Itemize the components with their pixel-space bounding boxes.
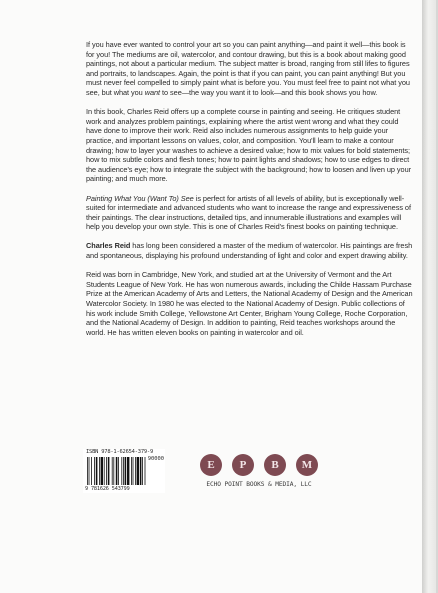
publisher-name: ECHO POINT BOOKS & MEDIA, LLC [206, 481, 312, 488]
emphasis-want: want [144, 87, 161, 97]
barcode-stripe [121, 457, 122, 485]
barcode-stripe [104, 457, 105, 485]
logo-letter-e: E [200, 454, 222, 476]
barcode-number: 9 781626 543799 [85, 486, 130, 492]
price-code: 90000 [147, 456, 164, 462]
logo-letter-b: B [264, 454, 286, 476]
barcode-stripe [135, 457, 136, 485]
barcode-stripe [112, 457, 113, 485]
barcode-stripe [89, 457, 90, 485]
barcode-stripe [140, 457, 142, 485]
book-title: Painting What You (Want To) See [86, 193, 194, 203]
barcode-stripe [142, 457, 143, 485]
barcode-stripe [113, 457, 114, 485]
isbn-text: ISBN 978-1-62654-379-9 [86, 449, 153, 455]
paragraph-author: Charles Reid has long been considered a master of the medium of watercolor. His paintings are fresh and spontaneous, displaying his profound understanding of light and color and expert drawing ability. [86, 241, 413, 261]
publisher-logo [196, 454, 320, 496]
barcode-stripe [118, 457, 119, 485]
author-name: Charles Reid [86, 241, 131, 251]
barcode-stripe [116, 457, 118, 485]
logo-circles [200, 454, 318, 476]
barcode-stripe [125, 457, 127, 485]
barcode-bars [85, 457, 165, 486]
logo-letter-p: P [232, 454, 254, 476]
barcode-stripe [137, 457, 139, 485]
barcode-stripe [99, 457, 100, 485]
barcode-stripe [108, 457, 110, 485]
barcode-stripe [96, 457, 98, 485]
paragraph-intro: If you have ever wanted to control your art so you can paint anything—and paint it well—this book is for you! The mediums are oil, watercolor, and contour drawing, but this is a book about making good paintings, not about a particular medium. The subject matter is broad, ranging from still lifes to figures and portraits, to landscapes. Again, the point is that if you can paint, you can paint anything! But you must never feel compelled to simply paint what is before you. You must feel free to paint not what you see, but what you want to see—the way you want it to look—and this book shows you how. [86, 40, 410, 97]
paragraph-course: In this book, Charles Reid offers up a complete course in painting and seeing. He critiques student work and analyzes problem paintings, explaining where the artist went wrong and what they could have done to improve their work. Reid also includes numerous assignments to help guide your practice, and important lessons on values, color, and composition. You'll learn to make a contour drawing; how to layer your washes to achieve a desired value; how to mix values for bold statements; how to mix subtle colors and flesh tones; how to paint lights and shadows; how to use edges to direct the audience's eye; how to integrate the subject with the background; how to loosen and liven up your painting; and much more. [86, 107, 411, 184]
barcode-stripe [101, 457, 103, 485]
barcode-stripe [145, 457, 146, 485]
barcode-stripe [127, 457, 129, 485]
barcode-stripe [133, 457, 134, 485]
barcode-stripe [106, 457, 107, 485]
logo-letter-m: M [296, 454, 318, 476]
isbn-barcode [83, 449, 165, 493]
barcode-stripe [131, 457, 132, 485]
barcode-stripe [94, 457, 95, 485]
paragraph-audience: Painting What You (Want To) See is perfect for artists of all levels of ability, but is exceptionally well-suited for intermediate and advanced students who want to increase the range and expressiveness of their paintings. The clear instructions, detailed tips, and innumerable illustrations and examples will help you develop your own style. This is one of Charles Reid's finest books on painting technique. [86, 193, 411, 232]
cover-text [86, 40, 414, 347]
barcode-stripe [123, 457, 124, 485]
barcode-stripe [91, 457, 92, 485]
barcode-stripe [87, 457, 88, 485]
paragraph-bio: Reid was born in Cambridge, New York, and studied art at the University of Vermont and the Art Students League of New York. He has won numerous awards, including the Childe Hassam Purchase Prize at the American Academy of Arts and Letters, the National Academy of Design and the American Watercolor Society. In 1980 he was elected to the National Academy of Design. Public collections of his work include Smith College, Yellowstone Art Center, Brigham Young College, Roche Corporation, and the National Academy of Design. In addition to painting, Reid teaches workshops around the world. He has written eleven books on painting in watercolor and oil. [86, 270, 413, 337]
